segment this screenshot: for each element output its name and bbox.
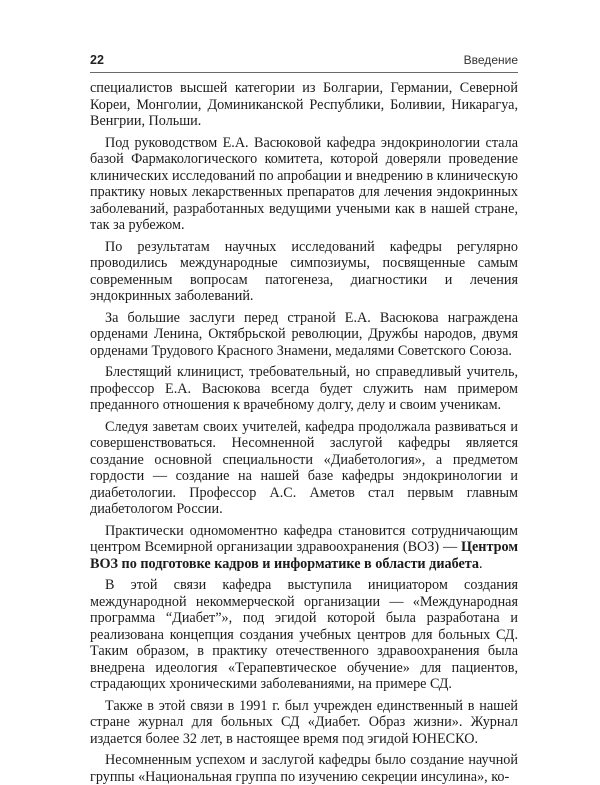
paragraph-text: В этой связи кафедра выступила инициатором создания международной некоммерческой организации — «Международная программа “Диабет”», под эгидой которой была разработана и реализована концепция создания учебных центров для больных СД. Таким образом, в практику отечественного здравоохранения была внедрена идеология «Терапевтическое обучение» для пациентов, страдающих хроническими заболеваниями, на примере СД. (90, 577, 518, 692)
paragraph-text: специалистов высшей категории из Болгарии, Германии, Северной Кореи, Монголии, Доминиканской Республики, Боливии, Никарагуа, Венгрии, Польши. (90, 80, 518, 129)
paragraph-text: Следуя заветам своих учителей, кафедра продолжала развиваться и совершенствоваться. Несомненной заслугой кафедры является создание основной специальности «Диабетология», а предметом гордости — создание на нашей базе кафедры эндокринологии и диабетологии. Профессор А.С. Аметов стал первым главным диабетологом России. (90, 418, 518, 517)
paragraph (90, 135, 518, 234)
paragraph (90, 752, 518, 785)
paragraph-text: Блестящий клиницист, требовательный, но справедливый учитель, профессор Е.А. Васюкова всегда будет служить нам примером преданного отношения к врачебному долгу, делу и своим ученикам. (90, 364, 518, 413)
body-text (90, 80, 518, 785)
paragraph (90, 698, 518, 748)
paragraph-text: За большие заслуги перед страной Е.А. Васюкова награждена орденами Ленина, Октябрьской революции, Дружбы народов, двумя орденами Трудового Красного Знамени, медалями Советского Союза. (90, 309, 518, 359)
paragraph-text: По результатам научных исследований кафедры регулярно проводились международные симпозиумы, посвященные самым современным вопросам патогенеза, диагностики и лечения эндокринных заболеваний. (90, 238, 518, 304)
paragraph (90, 310, 518, 360)
page-header (90, 50, 518, 73)
paragraph (90, 577, 518, 693)
paragraph-tail: . (479, 555, 483, 572)
paragraph-text: Под руководством Е.А. Васюковой кафедра эндокринологии стала базой Фармакологического комитета, которой доверяли проведение клинических исследований по апробации и внедрению в клиническую практику новых лекарственных препаратов для лечения эндокринных заболеваний, разработанных ведущими учеными как в нашей стране, так за рубежом. (90, 134, 518, 233)
paragraph-text: Также в этой связи в 1991 г. был учрежден единственный в нашей стране журнал для больных СД «Диабет. Образ жизни». Журнал издается более 32 лет, в настоящее время под эгидой ЮНЕСКО. (90, 697, 518, 747)
page-number: 22 (90, 53, 104, 67)
bold-emphasis: Центром ВОЗ по подготовке кадров и информатике в области диабета (90, 539, 518, 572)
paragraph (90, 364, 518, 414)
paragraph (90, 419, 518, 518)
paragraph-text: Практически одномоментно кафедра становится сотрудничающим центром Всемирной организации здравоохранения (ВОЗ) — (90, 522, 518, 555)
paragraph (90, 523, 518, 573)
paragraph-text: Несомненным успехом и заслугой кафедры было создание научной группы «Национальная группа по изучению секреции инсулина», ко- (90, 752, 518, 785)
running-head: Введение (463, 53, 518, 67)
paragraph (90, 80, 518, 130)
paragraph (90, 239, 518, 305)
